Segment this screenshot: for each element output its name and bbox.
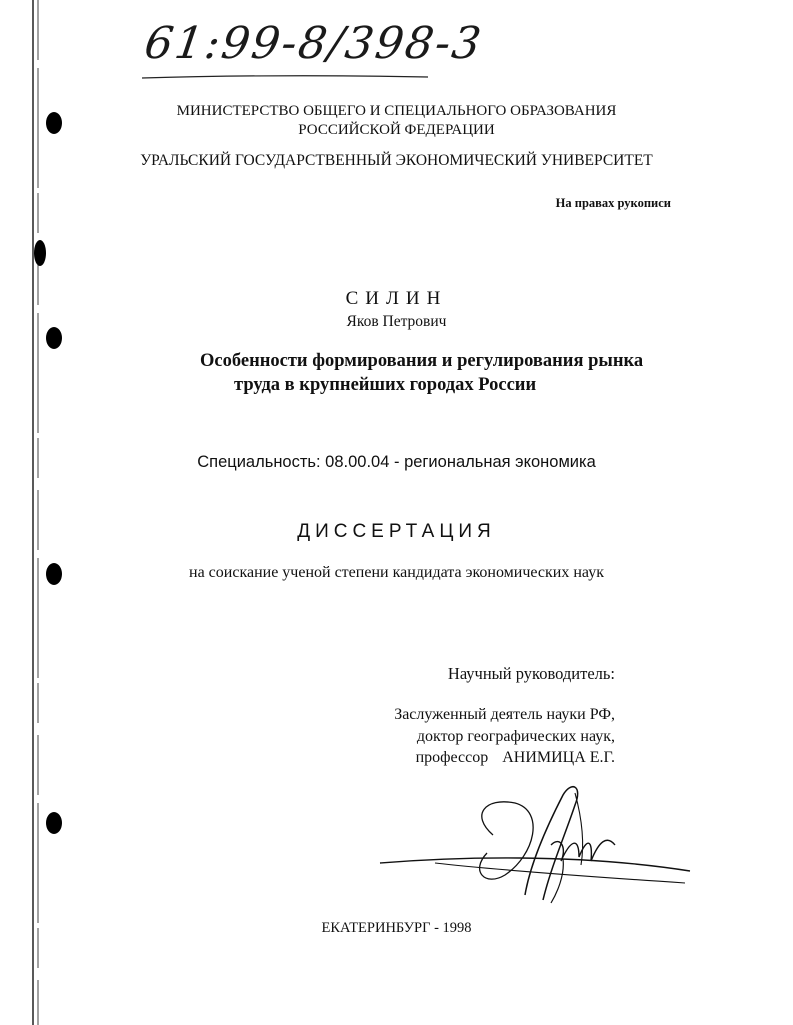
document-type: ДИССЕРТАЦИЯ [297, 521, 496, 542]
advisor-title-1: Заслуженный деятель науки РФ, [394, 706, 615, 723]
advisor-title-2: доктор географических наук, [416, 727, 615, 745]
thesis-title [200, 349, 643, 397]
advisor-rank-name [394, 747, 615, 769]
thesis-title-line-1: Особенности формирования и регулирования рынка [200, 351, 644, 371]
advisor-label: Научный руководитель: [447, 664, 615, 683]
number-underline [140, 72, 430, 82]
advisor-signature [375, 775, 695, 910]
handwritten-archive-number: 61:99-8/398-3 [141, 18, 486, 69]
specialty: Специальность: 08.00.04 - региональная экономика [197, 453, 596, 471]
ministry-line-2: РОССИЙСКОЙ ФЕДЕРАЦИИ [298, 122, 495, 138]
city-year: ЕКАТЕРИНБУРГ - 1998 [321, 920, 472, 936]
advisor-credentials [394, 704, 615, 769]
advisor-rank: профессор [415, 749, 489, 766]
university-name: УРАЛЬСКИЙ ГОСУДАРСТВЕННЫЙ ЭКОНОМИЧЕСКИЙ УНИВЕРСИТЕТ [140, 152, 653, 169]
punch-hole [34, 240, 46, 266]
advisor-name: АНИМИЦА Е.Г. [502, 749, 615, 766]
ministry-header [0, 102, 793, 140]
degree-purpose: на соискание ученой степени кандидата экономических наук [189, 564, 604, 581]
author-surname: СИЛИН [345, 288, 448, 309]
thesis-title-line-2: труда в крупнейших городах России [234, 375, 537, 395]
punch-hole [46, 812, 62, 834]
rights-note: На правах рукописи [555, 196, 671, 210]
author-name: Яков Петрович [346, 313, 447, 330]
ministry-line-1: МИНИСТЕРСТВО ОБЩЕГО И СПЕЦИАЛЬНОГО ОБРАЗОВАНИЯ [176, 103, 617, 119]
